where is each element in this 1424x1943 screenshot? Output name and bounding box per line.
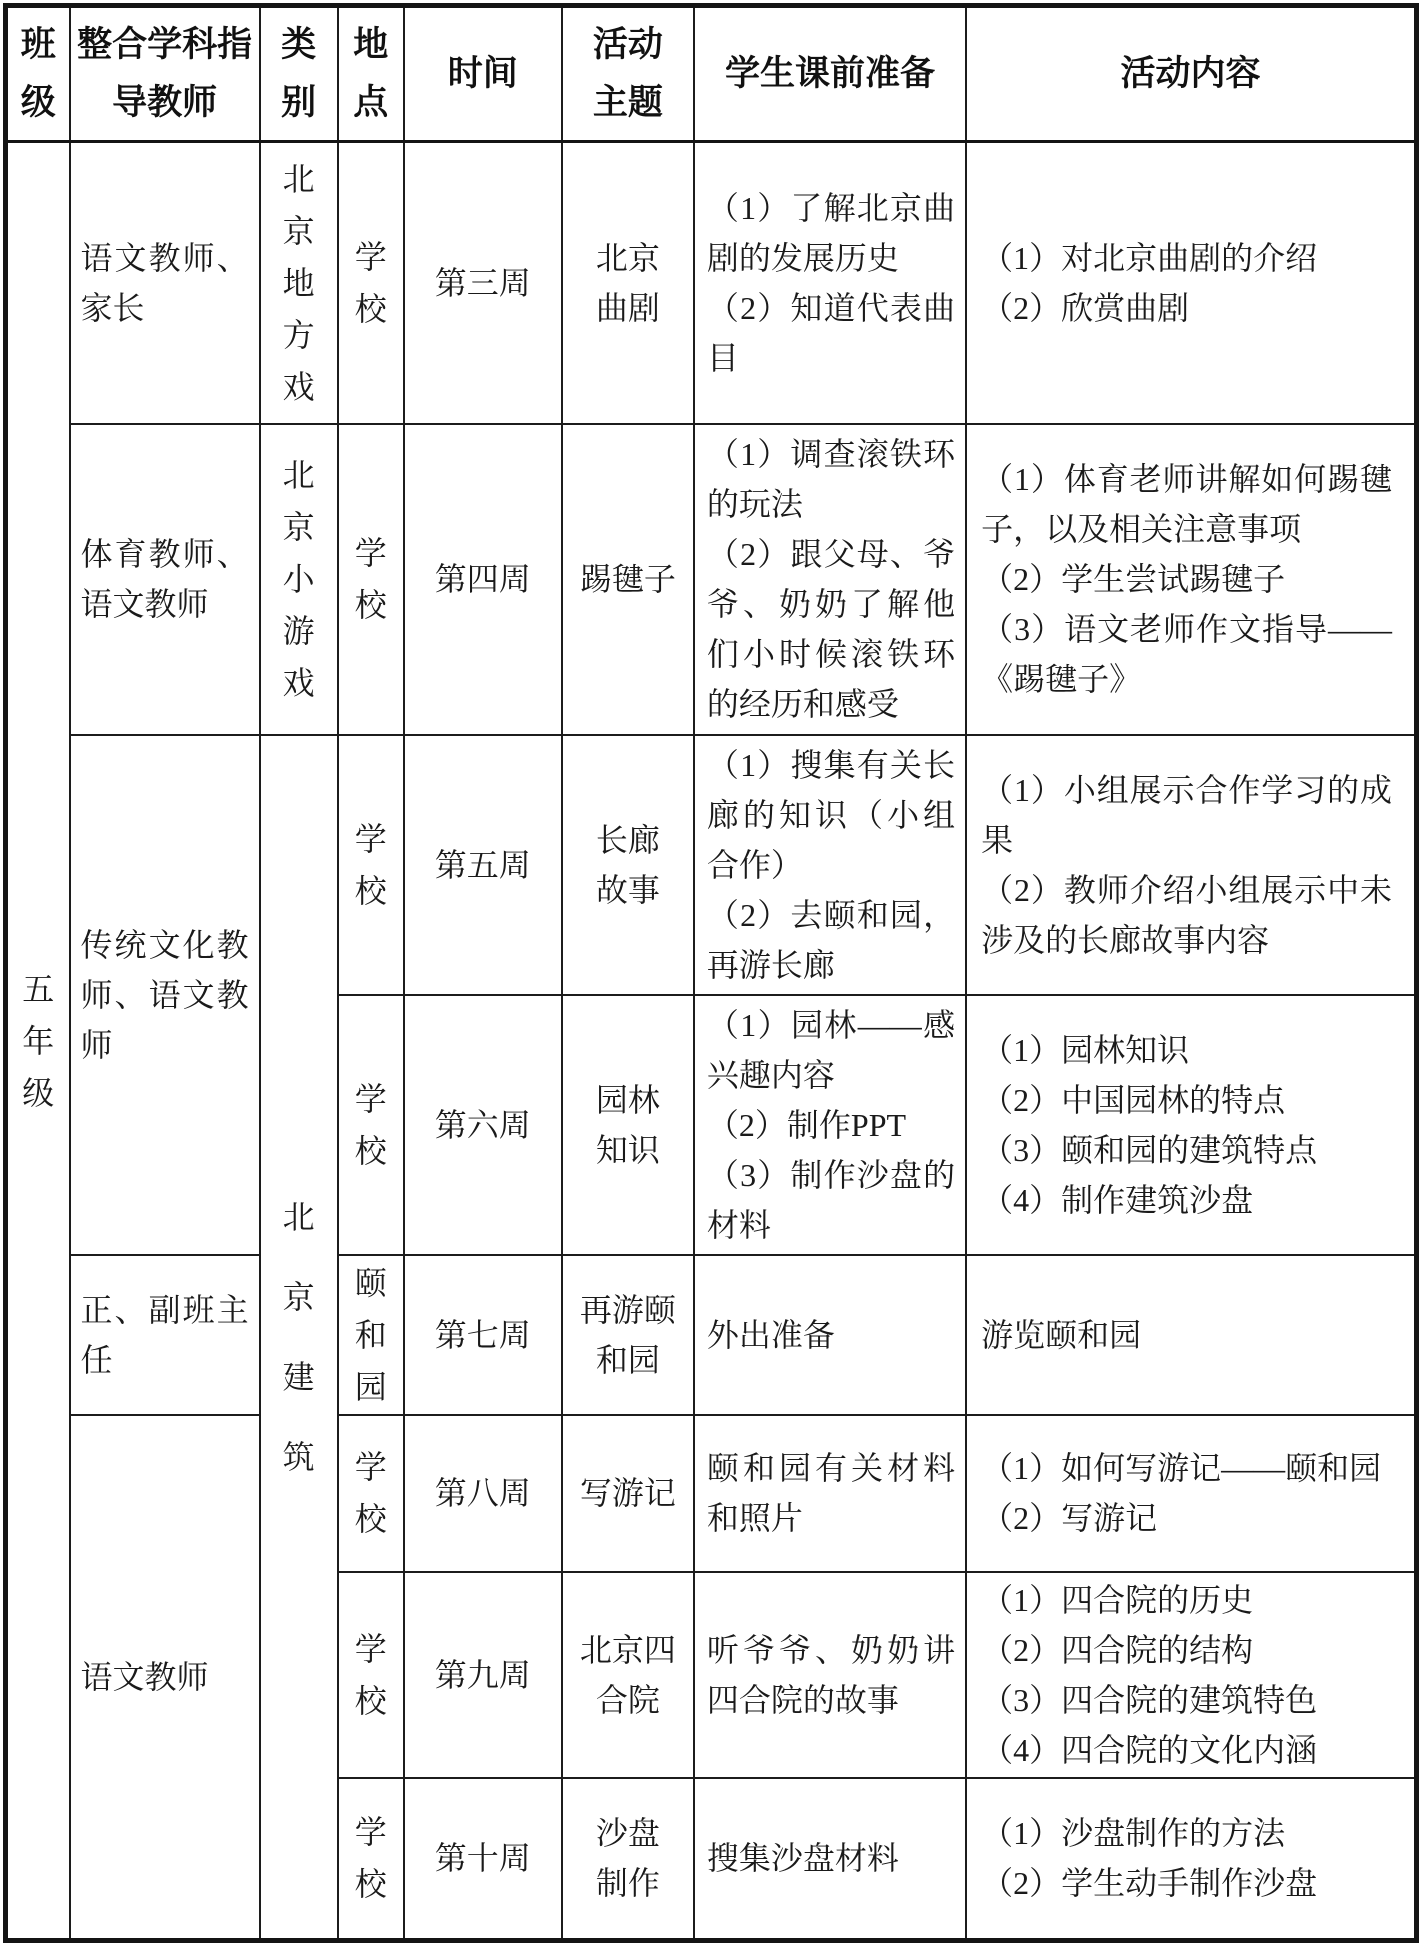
table-row-week5 [6,735,1417,995]
cell-teacher-week8-10: 语文教师 [70,1415,260,1941]
cell-grade [6,142,70,1941]
cell-time-week9: 第九周 [404,1572,562,1778]
cell-content-week3: （1）对北京曲剧的介绍 （2）欣赏曲剧 [966,142,1416,424]
cell-prep-week9: 听爷爷、奶奶讲四合院的故事 [694,1572,966,1778]
cell-content-week6: （1）园林知识 （2）中国园林的特点 （3）颐和园的建筑特点 （4）制作建筑沙盘 [966,995,1416,1255]
cell-prep-week4: （1）调查滚铁环的玩法 （2）跟父母、爷爷、奶奶了解他们小时候滚铁环的经历和感受 [694,424,966,735]
table-row-week3 [6,142,1417,424]
cell-theme-week9: 北京四合院 [562,1572,694,1778]
cell-theme-week10: 沙盘制作 [562,1778,694,1941]
cell-time-week5: 第五周 [404,735,562,995]
cell-teacher-week3: 语文教师、家长 [70,142,260,424]
table-row-week4 [6,424,1417,735]
table-row-week7 [6,1255,1417,1415]
header-row [6,6,1417,142]
cell-content-week10: （1）沙盘制作的方法 （2）学生动手制作沙盘 [966,1778,1416,1941]
cell-theme-week6: 园林知识 [562,995,694,1255]
cell-place-week6: 学校 [338,995,404,1255]
cell-place-week9: 学校 [338,1572,404,1778]
cell-content-week9: （1）四合院的历史 （2）四合院的结构 （3）四合院的建筑特色 （4）四合院的文化内涵 [966,1572,1416,1778]
cell-prep-week7: 外出准备 [694,1255,966,1415]
cell-time-week6: 第六周 [404,995,562,1255]
cell-content-week7: 游览颐和园 [966,1255,1416,1415]
cell-prep-week3: （1）了解北京曲剧的发展历史 （2）知道代表曲目 [694,142,966,424]
cell-place-week10: 学校 [338,1778,404,1941]
cell-theme-week8: 写游记 [562,1415,694,1572]
cell-time-week10: 第十周 [404,1778,562,1941]
cell-content-week4: （1）体育老师讲解如何踢毽子，以及相关注意事项 （2）学生尝试踢毽子 （3）语文老师作文指导——《踢毽子》 [966,424,1416,735]
cell-prep-week10: 搜集沙盘材料 [694,1778,966,1941]
header-place: 地点 [338,6,404,142]
grade-label: 五年级 [22,970,55,1111]
cell-place-week4: 学校 [338,424,404,735]
cell-time-week3: 第三周 [404,142,562,424]
cell-theme-week5: 长廊故事 [562,735,694,995]
header-prep: 学生课前准备 [694,6,966,142]
cell-category-local-opera: 北京地方戏 [260,142,338,424]
header-category: 类别 [260,6,338,142]
cell-time-week7: 第七周 [404,1255,562,1415]
cell-time-week4: 第四周 [404,424,562,735]
cell-content-week8: （1）如何写游记——颐和园 （2）写游记 [966,1415,1416,1572]
cell-teacher-week7: 正、副班主任 [70,1255,260,1415]
header-theme: 活动主题 [562,6,694,142]
cell-prep-week8: 颐和园有关材料和照片 [694,1415,966,1572]
cell-prep-week6: （1）园林——感兴趣内容 （2）制作PPT （3）制作沙盘的材料 [694,995,966,1255]
cell-time-week8: 第八周 [404,1415,562,1572]
cell-theme-week7: 再游颐和园 [562,1255,694,1415]
cell-prep-week5: （1）搜集有关长廊的知识（小组合作） （2）去颐和园，再游长廊 [694,735,966,995]
cell-teacher-week4: 体育教师、语文教师 [70,424,260,735]
cell-theme-week4: 踢毽子 [562,424,694,735]
cell-place-week5: 学校 [338,735,404,995]
header-content: 活动内容 [966,6,1416,142]
cell-place-week3: 学校 [338,142,404,424]
header-grade: 班级 [6,6,70,142]
header-teacher: 整合学科指导教师 [70,6,260,142]
cell-place-week8: 学校 [338,1415,404,1572]
cell-category-games: 北京小游戏 [260,424,338,735]
cell-place-week7: 颐和园 [338,1255,404,1415]
table-row-week8 [6,1415,1417,1572]
schedule-table [3,3,1419,1943]
cell-theme-week3: 北京曲剧 [562,142,694,424]
header-time: 时间 [404,6,562,142]
cell-content-week5: （1）小组展示合作学习的成果 （2）教师介绍小组展示中未涉及的长廊故事内容 [966,735,1416,995]
cell-category-architecture: 北京建筑 [260,735,338,1941]
cell-teacher-week5-6: 传统文化教师、语文教师 [70,735,260,1255]
